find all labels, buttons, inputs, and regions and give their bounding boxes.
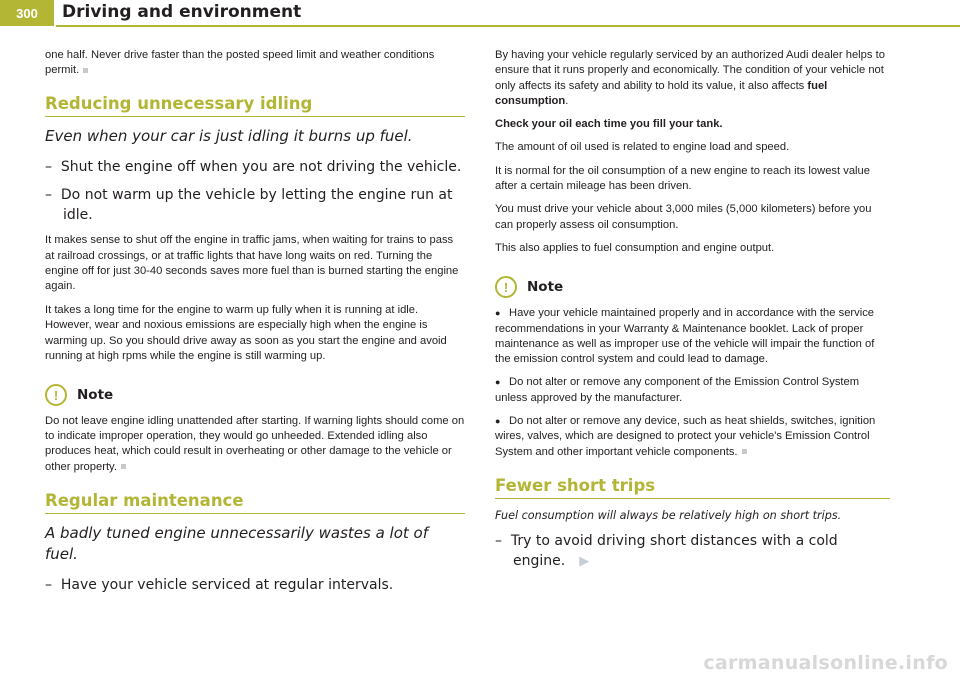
caution-circle-icon: ! — [45, 384, 67, 406]
note-bullet-3: ● Do not alter or remove any device, such as heat shields, switches, ignition wires, valves, which are designed to protect your vehicle's Emission Control System and other important vehicle components. — [495, 415, 876, 458]
watermark: carmanualsonline.info — [703, 652, 948, 674]
bullet-icon: ● — [495, 377, 501, 388]
bullet-icon: ● — [495, 416, 501, 427]
header-rule — [56, 25, 960, 27]
idling-note-text: Do not leave engine idling unattended after starting. If warning lights should come on to indicate improper operation, they would go unheeded. Extended idling also produces heat, which could result in overheating or other damage to the vehicle or other property. — [45, 415, 465, 473]
end-mark-icon — [83, 68, 88, 73]
right-column — [495, 48, 890, 580]
note-heading-left — [45, 384, 465, 406]
idling-paragraph-2: It takes a long time for the engine to warm up fully when it is running at idle. However, wear and noxious emissions are especially high when the engine is warming up. So you should drive away as soon as you start the engine and avoid running at high rpms while the engine is still warming up. — [45, 304, 447, 362]
maintenance-lead: A badly tuned engine unnecessarily wastes a lot of fuel. — [45, 523, 428, 563]
note-bullet-1: ● Have your vehicle maintained properly and in accordance with the service recommendations in your Warranty & Maintenance booklet. Lack of proper maintenance as well as improper use of the vehicle will impair the function of the emission control system and could lead to damage. — [495, 307, 875, 366]
note-title: Note — [77, 387, 114, 404]
running-head-title: Driving and environment — [62, 2, 302, 22]
short-trips-lead: Fuel consumption will always be relatively high on short trips. — [495, 508, 842, 522]
intro-paragraph: one half. Never drive faster than the posted speed limit and weather conditions permit. — [45, 49, 435, 77]
page-number: 300 — [0, 0, 54, 26]
note-heading-right — [495, 276, 890, 298]
note-title: Note — [527, 279, 564, 296]
service-paragraph: By having your vehicle regularly serviced by an authorized Audi dealer helps to ensure that it runs properly and economically. The condition of your vehicle not only affects its safety and ability to hold its value, it also affects fuel consumption. — [495, 49, 885, 107]
oil-paragraph-3: You must drive your vehicle about 3,000 miles (5,000 kilometers) before you can properly assess oil consumption. — [495, 203, 872, 231]
bullet-icon: ● — [495, 308, 501, 319]
idling-step-2: – Do not warm up the vehicle by letting the engine run at idle. — [45, 187, 453, 224]
idling-paragraph-1: It makes sense to shut off the engine in traffic jams, when waiting for trains to pass at railroad crossings, or at traffic lights that have long waits on red. Turning the engine off for just 30-40 seconds saves more fuel than is burned starting the engine again. — [45, 234, 459, 293]
note-bullet-2: ● Do not alter or remove any component of the Emission Control System unless approved by the manufacturer. — [495, 376, 860, 404]
section-title-maintenance: Regular maintenance — [45, 491, 465, 514]
oil-heading: Check your oil each time you fill your tank. — [495, 118, 723, 131]
caution-circle-icon: ! — [495, 276, 517, 298]
end-mark-icon — [121, 464, 126, 469]
section-title-idling: Reducing unnecessary idling — [45, 94, 465, 117]
short-trips-step: – Try to avoid driving short distances with a cold engine. ▶ — [495, 533, 838, 570]
idling-step-1: – Shut the engine off when you are not driving the vehicle. — [45, 159, 462, 176]
end-mark-icon — [742, 449, 747, 454]
oil-paragraph-1: The amount of oil used is related to engine load and speed. — [495, 141, 790, 154]
continue-arrow-icon: ▶ — [579, 554, 590, 570]
section-title-short-trips: Fewer short trips — [495, 476, 890, 499]
oil-paragraph-2: It is normal for the oil consumption of a new engine to reach its lowest value after a certain mileage has been driven. — [495, 164, 870, 193]
idling-lead: Even when your car is just idling it burns up fuel. — [45, 127, 413, 146]
maintenance-step: – Have your vehicle serviced at regular intervals. — [45, 576, 394, 593]
left-column — [45, 48, 465, 603]
oil-paragraph-4: This also applies to fuel consumption and engine output. — [495, 241, 775, 254]
